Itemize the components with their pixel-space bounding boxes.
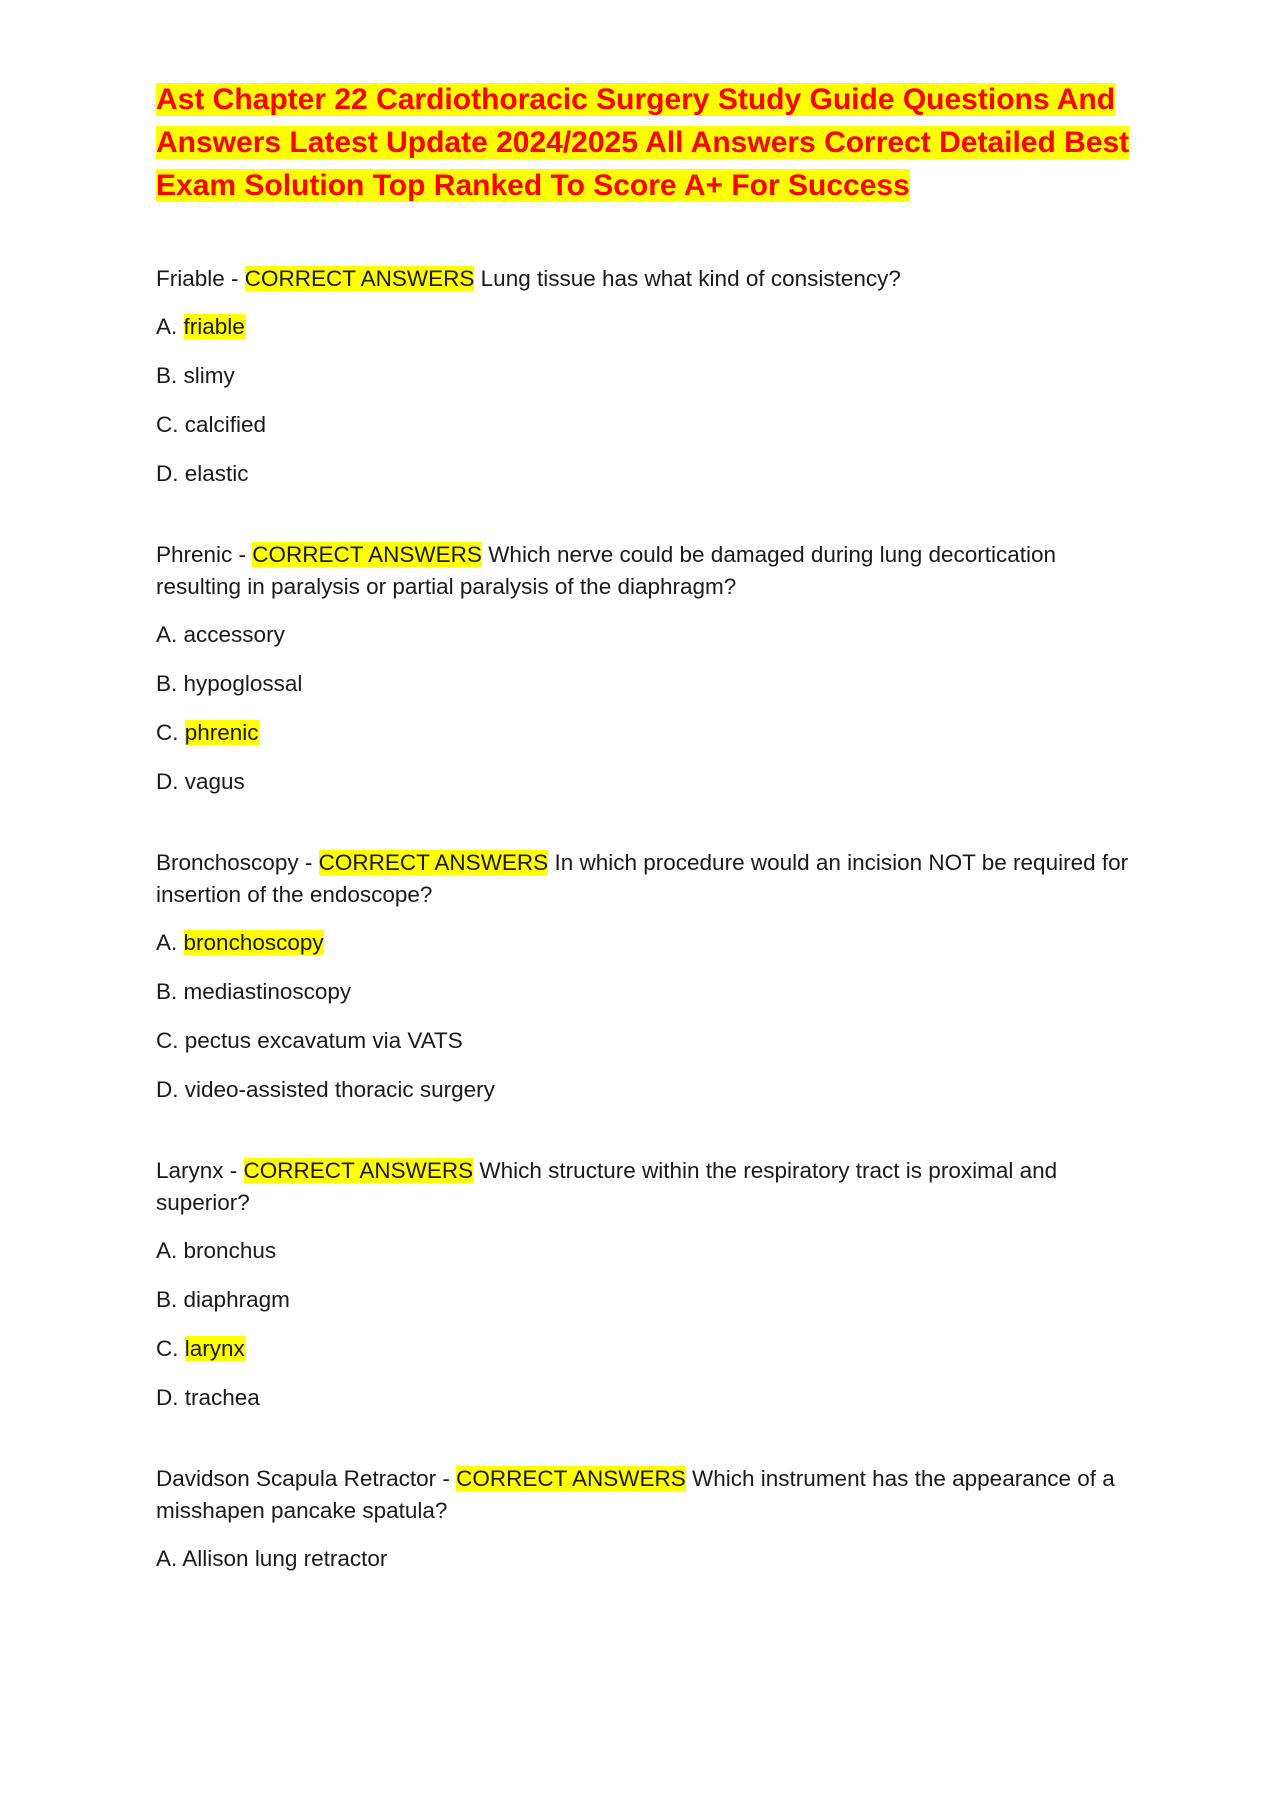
option-text: elastic — [184, 461, 249, 486]
question-block — [156, 263, 1136, 490]
answer-option — [156, 409, 1136, 441]
option-letter: B. — [156, 671, 178, 696]
answer-option — [156, 1025, 1136, 1057]
answer-option — [156, 668, 1136, 700]
correct-option-text: phrenic — [184, 720, 259, 745]
question-prompt: Which instrument has the appearance of a misshapen pancake spatula? — [156, 1466, 1115, 1523]
option-letter: C. — [156, 412, 179, 437]
question-text — [156, 1463, 1136, 1527]
answer-option — [156, 458, 1136, 490]
option-text: slimy — [183, 363, 235, 388]
question-prompt: Lung tissue has what kind of consistency? — [480, 266, 901, 291]
option-letter: C. — [156, 1336, 179, 1361]
option-letter: D. — [156, 1077, 179, 1102]
option-text: trachea — [184, 1385, 260, 1410]
answer-option — [156, 717, 1136, 749]
option-text: Allison lung retractor — [182, 1546, 388, 1571]
document-title — [156, 78, 1136, 207]
option-letter: B. — [156, 979, 178, 1004]
correct-answers-marker: CORRECT ANSWERS — [318, 850, 549, 875]
answer-option — [156, 1382, 1136, 1414]
option-text: accessory — [183, 622, 285, 647]
answer-option — [156, 1333, 1136, 1365]
option-letter: A. — [156, 930, 178, 955]
option-letter: A. — [156, 622, 178, 647]
option-text: hypoglossal — [183, 671, 303, 696]
option-text: bronchus — [183, 1238, 277, 1263]
correct-answers-marker: CORRECT ANSWERS — [456, 1466, 686, 1491]
title-text: Ast Chapter 22 Cardiothoracic Surgery Study Guide Questions And Answers Latest Update 2024/2025 All Answers Correct Detailed Best Exam Solution Top Ranked To Score A+ For Success — [156, 83, 1130, 202]
answer-option — [156, 311, 1136, 343]
option-letter: C. — [156, 720, 179, 745]
option-letter: B. — [156, 1287, 178, 1312]
answer-label: Bronchoscopy - — [156, 850, 319, 875]
question-prompt: Which structure within the respiratory tract is proximal and superior? — [156, 1158, 1058, 1215]
option-text: pectus excavatum via VATS — [184, 1028, 463, 1053]
answer-option — [156, 1074, 1136, 1106]
correct-answers-marker: CORRECT ANSWERS — [243, 1158, 474, 1183]
option-text: vagus — [184, 769, 245, 794]
option-letter: A. — [156, 1546, 178, 1571]
question-text — [156, 1155, 1136, 1219]
option-letter: B. — [156, 363, 178, 388]
option-text: calcified — [184, 412, 267, 437]
document-page — [156, 78, 1136, 1624]
option-letter: D. — [156, 769, 179, 794]
answer-option — [156, 1543, 1136, 1575]
correct-answers-marker: CORRECT ANSWERS — [252, 542, 482, 567]
answer-label: Davidson Scapula Retractor - — [156, 1466, 457, 1491]
answer-option — [156, 976, 1136, 1008]
option-text: mediastinoscopy — [183, 979, 352, 1004]
answer-label: Phrenic - — [156, 542, 253, 567]
correct-answers-marker: CORRECT ANSWERS — [244, 266, 475, 291]
option-letter: D. — [156, 1385, 179, 1410]
question-prompt: In which procedure would an incision NOT be required for insertion of the endoscope? — [156, 850, 1129, 907]
option-letter: D. — [156, 461, 179, 486]
question-list — [156, 263, 1136, 1575]
answer-option — [156, 1235, 1136, 1267]
option-text: video-assisted thoracic surgery — [184, 1077, 495, 1102]
option-text: diaphragm — [183, 1287, 290, 1312]
question-text — [156, 263, 1136, 295]
question-block — [156, 1463, 1136, 1575]
question-block — [156, 1155, 1136, 1414]
answer-option — [156, 766, 1136, 798]
option-letter: A. — [156, 314, 178, 339]
answer-option — [156, 927, 1136, 959]
question-prompt: Which nerve could be damaged during lung decortication resulting in paralysis or partial paralysis of the diaphragm? — [156, 542, 1057, 599]
question-block — [156, 847, 1136, 1106]
question-text — [156, 539, 1136, 603]
answer-option — [156, 1284, 1136, 1316]
correct-option-text: bronchoscopy — [183, 930, 324, 955]
question-text — [156, 847, 1136, 911]
question-block — [156, 539, 1136, 798]
answer-label: Friable - — [156, 266, 245, 291]
answer-option — [156, 619, 1136, 651]
answer-option — [156, 360, 1136, 392]
option-letter: A. — [156, 1238, 178, 1263]
correct-option-text: larynx — [184, 1336, 245, 1361]
option-letter: C. — [156, 1028, 179, 1053]
answer-label: Larynx - — [156, 1158, 244, 1183]
correct-option-text: friable — [183, 314, 245, 339]
